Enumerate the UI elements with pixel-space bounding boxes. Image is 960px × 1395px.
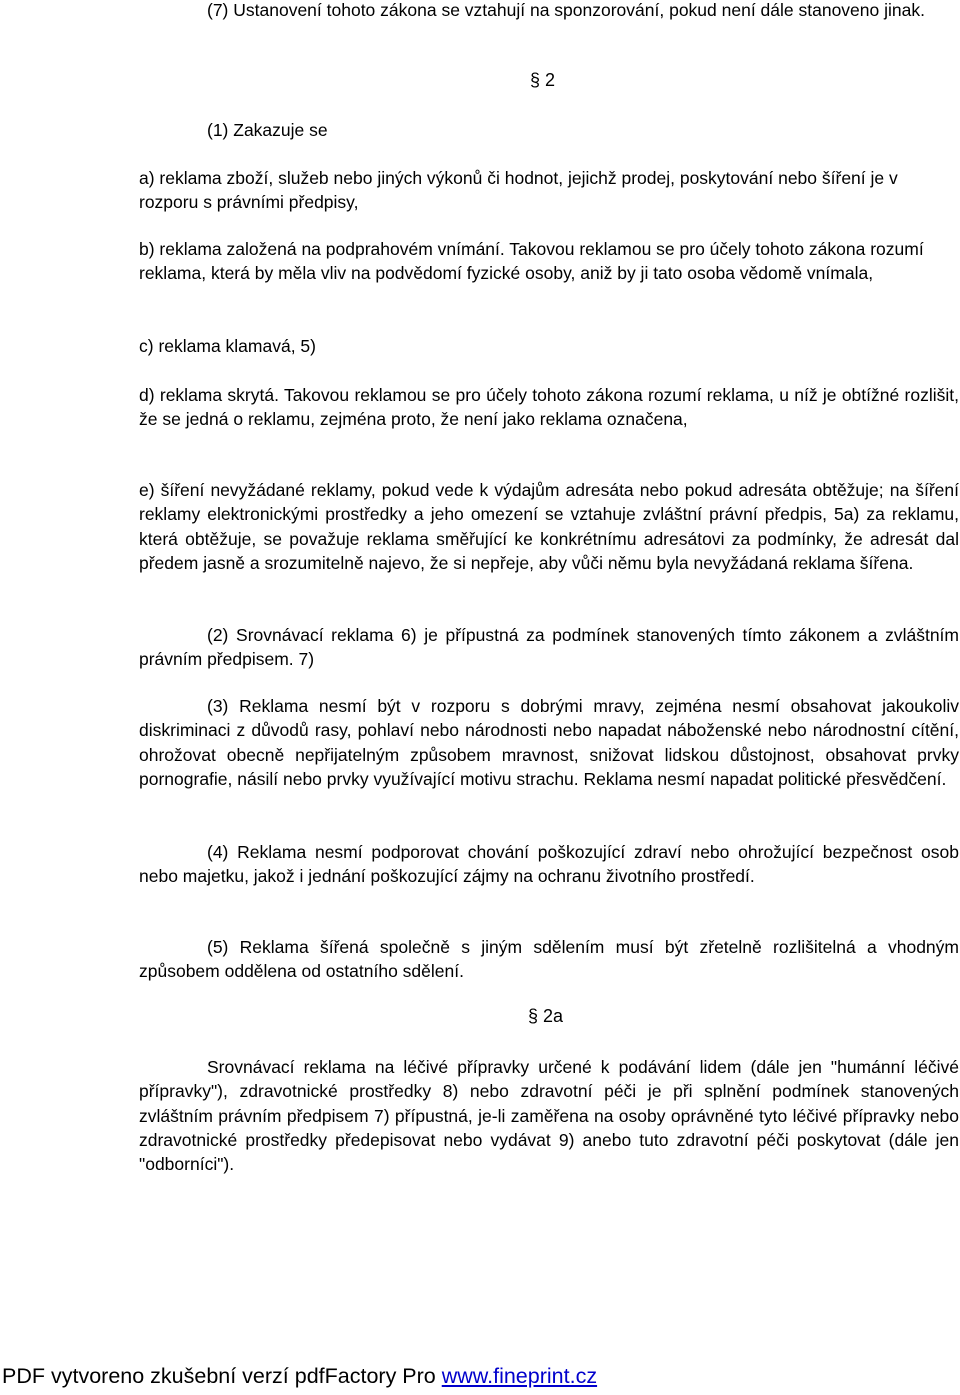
- paragraph-5: (5) Reklama šířená společně s jiným sdělením musí být zřetelně rozlišitelná a vhodným způsobem oddělena od ostatního sdělení.: [139, 937, 959, 982]
- pdf-footer: [2, 1364, 597, 1389]
- footer-link[interactable]: www.fineprint.cz: [441, 1364, 598, 1388]
- paragraph-4: (4) Reklama nesmí podporovat chování poškozující zdraví nebo ohrožující bezpečnost osob nebo majetku, jakož i jednání poškozující zájmy na ochranu životního prostředí.: [139, 842, 959, 887]
- list-item-b: b) reklama založená na podprahovém vnímání. Takovou reklamou se pro účely tohoto zákona rozumí reklama, která by měla vliv na podvědomí fyzické osoby, aniž by ji tato osoba vědomě vnímala,: [139, 239, 924, 284]
- paragraph-3: (3) Reklama nesmí být v rozporu s dobrými mravy, zejména nesmí obsahovat jakoukoliv diskriminaci z důvodů rasy, pohlaví nebo národnosti nebo napadat náboženské nebo národnostní cítění, ohrožovat obecně nepřijatelným způsobem mravnost, snižovat lidskou důstojnost, obsahovat prvky pornografie, násilí nebo prvky využívající motivu strachu. Reklama nesmí napadat politické přesvědčení.: [139, 696, 959, 789]
- section-heading-2a: § 2a: [528, 1006, 564, 1026]
- list-item-e: e) šíření nevyžádané reklamy, pokud vede k výdajům adresáta nebo pokud adresáta obtěžuje; na šíření reklamy elektronickými prostředky a jeho omezení se vztahuje zvláštní právní předpis, 5a) za reklamu, která obtěžuje, se považuje reklama směřující ke konkrétnímu adresátovi za podmínky, že adresát dal předem jasně a srozumitelně najevo, že si nepřeje, aby vůči němu byla nevyžádaná reklama šířena.: [139, 480, 959, 573]
- paragraph-2: (2) Srovnávací reklama 6) je přípustná za podmínek stanovených tímto zákonem a zvláštním právním předpisem. 7): [139, 625, 959, 670]
- paragraph-1-heading: (1) Zakazuje se: [207, 120, 328, 140]
- section-heading-2: § 2: [530, 70, 556, 90]
- footer-text: PDF vytvoreno zkušební verzí pdfFactory Pro: [2, 1364, 442, 1388]
- list-item-c: c) reklama klamavá, 5): [139, 336, 316, 356]
- paragraph-2a: Srovnávací reklama na léčivé přípravky určené k podávání lidem (dále jen "humánní léčivé přípravky"), zdravotnické prostředky 8) nebo zdravotní péči je při splnění podmínek stanovených zvláštním právním předpisem 7) přípustná, je-li zaměřena na osoby oprávněné tyto léčivé přípravky nebo zdravotnické prostředky předepisovat nebo vydávat 9) anebo tuto zdravotní péči poskytovat (dále jen "odborníci").: [139, 1057, 959, 1175]
- list-item-a: a) reklama zboží, služeb nebo jiných výkonů či hodnot, jejichž prodej, poskytování nebo šíření je v rozporu s právními předpisy,: [139, 168, 898, 213]
- paragraph-7-intro: (7) Ustanovení tohoto zákona se vztahují na sponzorování, pokud není dále stanoveno jinak.: [207, 0, 925, 20]
- list-item-d: d) reklama skrytá. Takovou reklamou se pro účely tohoto zákona rozumí reklama, u níž je obtížné rozlišit, že se jedná o reklamu, zejména proto, že není jako reklama označena,: [139, 385, 959, 430]
